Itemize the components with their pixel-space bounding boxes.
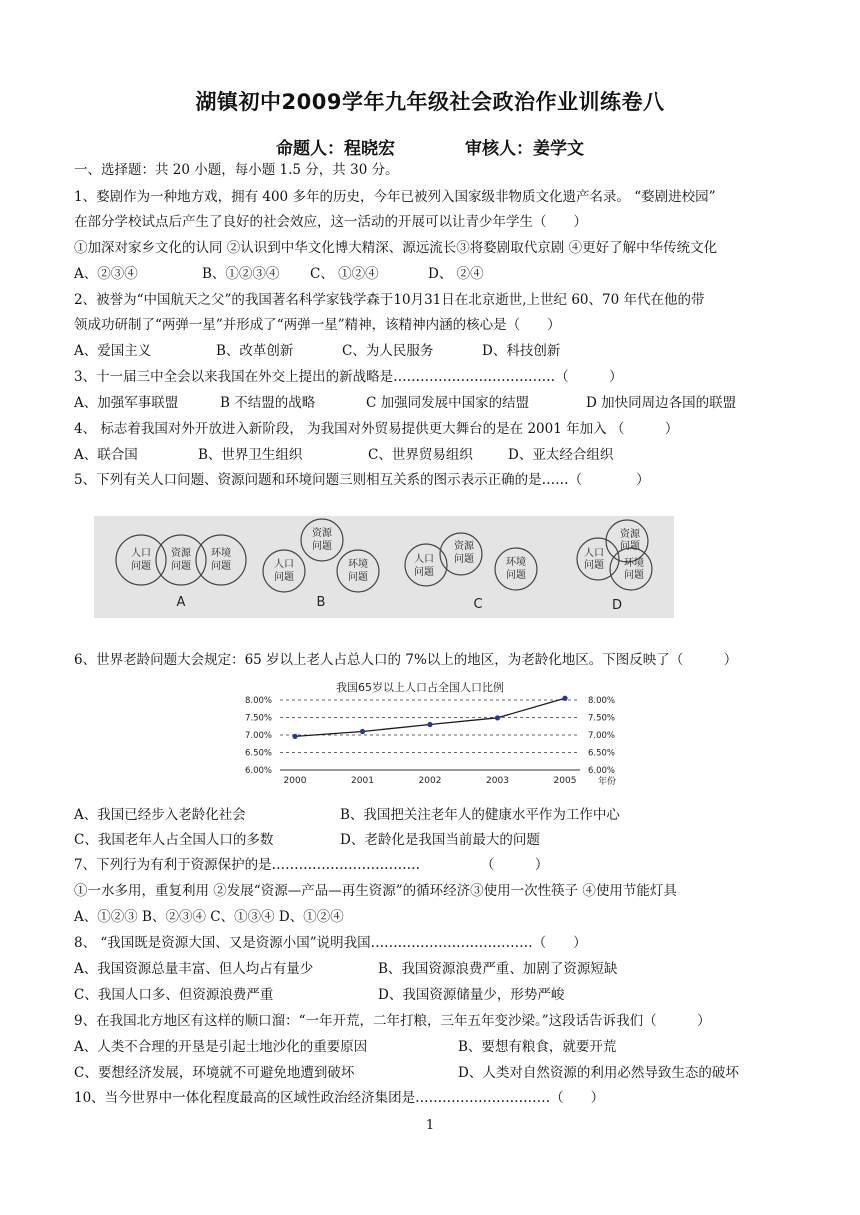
q2-option-b[interactable]: B、改革创新 — [216, 343, 294, 359]
q3-option-d[interactable]: D 加快同周边各国的联盟 — [586, 395, 737, 411]
panel-c-environment-label-2: 问题 — [506, 570, 526, 581]
venn-diagram-panel — [94, 516, 674, 618]
q7-stem: 7、下列行为有利于资源保护的是…………………………… （ ） — [74, 857, 549, 873]
panel-a-resource-label-2: 问题 — [171, 561, 191, 572]
q9-option-b[interactable]: B、要想有粮食，就要开荒 — [458, 1039, 617, 1055]
q9-options-row-1 — [74, 1037, 616, 1057]
panel-b-resource-label-2: 问题 — [312, 541, 332, 552]
q9-stem: 9、在我国北方地区有这样的顺口溜：“一年开荒，二年打粮，三年五年变沙梁。”这段话告诉我们（ ） — [74, 1013, 711, 1029]
y-tick-label-right: 7.00% — [588, 731, 616, 741]
data-point — [427, 722, 432, 727]
panel-b-environment-label-1: 环境 — [348, 559, 368, 570]
y-tick-label: 8.00% — [244, 696, 272, 706]
q6-option-b[interactable]: B、我国把关注老年人的健康水平作为工作中心 — [340, 807, 620, 823]
q8-option-a[interactable]: A、我国资源总量丰富、但人均占有量少 — [74, 961, 314, 977]
panel-b-population-circle — [263, 550, 305, 592]
q6-options-row-2 — [74, 830, 540, 850]
x-tick-label: 2005 — [553, 776, 577, 786]
q1-option-a[interactable]: A、②③④ — [74, 266, 138, 282]
q1-option-d[interactable]: D、 ②④ — [428, 266, 484, 282]
q2-stem-1: 2、被誉为“中国航天之父”的我国著名科学家钱学森于10月31日在北京逝世,上世纪 60、70 年代在他的带 — [74, 292, 705, 308]
panel-d-environment-label-1: 环境 — [624, 558, 644, 569]
panel-a-label: A — [176, 595, 186, 610]
q7-items: ①一水多用，重复利用 ②发展“资源—产品—再生资源”的循环经济③使用一次性筷子 ④使用节能灯具 — [74, 883, 677, 899]
q1-option-c[interactable]: C、 ①②④ — [310, 266, 379, 282]
y-tick-label: 6.00% — [244, 766, 272, 776]
q10-stem: 10、当今世界中一体化程度最高的区域性政治经济集团是…………………………（ ） — [74, 1090, 605, 1106]
q3-stem: 3、十一届三中全会以来我国在外交上提出的新战略是………………………………（ ） — [74, 369, 623, 385]
q6-stem: 6、世界老龄问题大会规定：65 岁以上老人占总人口的 7%以上的地区，为老龄化地区。下图反映了（ ） — [74, 652, 738, 668]
document-title: 湖镇初中2009学年九年级社会政治作业训练卷八 — [195, 90, 665, 114]
author-line — [0, 134, 860, 159]
panel-d-label: D — [611, 598, 623, 613]
y-tick-label-right: 6.00% — [588, 766, 616, 776]
chart-title: 我国65岁以上人口占全国人口比例 — [336, 681, 504, 694]
panel-a-population-label-2: 问题 — [131, 561, 151, 572]
q8-options-row-1 — [74, 959, 617, 979]
panel-c-environment-circle — [495, 548, 537, 590]
y-tick-label: 6.50% — [244, 748, 272, 759]
y-tick-label: 7.50% — [244, 713, 272, 724]
panel-c-resource-label-1: 资源 — [454, 541, 474, 552]
q4-option-b[interactable]: B、世界卫生组织 — [198, 447, 303, 463]
q7-options[interactable]: A、①②③ B、②③④ C、①③④ D、①②④ — [74, 909, 344, 925]
panel-b-environment-circle — [337, 550, 379, 592]
panel-a-environment-label-1: 环境 — [211, 548, 231, 559]
q4-option-d[interactable]: D、亚太经合组织 — [508, 447, 614, 463]
q6-option-a[interactable]: A、我国已经步入老龄化社会 — [74, 807, 246, 823]
panel-b-label: B — [316, 595, 326, 610]
page-number: 1 — [425, 1118, 435, 1133]
x-tick-label: 2003 — [486, 776, 509, 786]
q4-stem: 4、 标志着我国对外开放进入新阶段， 为我国对外贸易提供更大舞台的是在 2001 年加入 （ ） — [74, 421, 679, 437]
panel-d-resource-label-2: 问题 — [620, 541, 640, 552]
q1-stem-2: 在部分学校试点后产生了良好的社会效应，这一活动的开展可以让青少年学生（ ） — [74, 214, 587, 230]
panel-d-population-label-2: 问题 — [584, 560, 604, 571]
x-tick-label: 2002 — [418, 776, 442, 786]
q6-options-row-1 — [74, 805, 620, 825]
panel-c-resource-label-2: 问题 — [454, 554, 474, 565]
q1-option-b[interactable]: B、①②③④ — [202, 266, 280, 282]
y-tick-label-right: 6.50% — [588, 748, 616, 759]
panel-b-resource-circle — [301, 519, 343, 561]
data-point — [562, 696, 567, 701]
q2-option-a[interactable]: A、爱国主义 — [74, 343, 152, 359]
author-label: 命题人：程晓宏 — [276, 139, 395, 159]
q2-option-d[interactable]: D、科技创新 — [482, 343, 561, 359]
q2-option-c[interactable]: C、为人民服务 — [342, 343, 434, 359]
q2-options — [74, 341, 560, 361]
panel-a-environment-circle — [196, 535, 246, 585]
panel-b-resource-label-1: 资源 — [312, 528, 332, 539]
panel-d-environment-label-2: 问题 — [624, 570, 644, 581]
panel-d-resource-label-1: 资源 — [620, 529, 640, 540]
panel-b-environment-label-2: 问题 — [348, 572, 368, 583]
x-axis-label: 年份 — [598, 777, 617, 787]
q2-stem-2: 领成功研制了“两弹一星”并形成了“两弹一星”精神，该精神内涵的核心是（ ） — [74, 317, 561, 333]
panel-a-environment-label-2: 问题 — [211, 561, 231, 572]
q3-options — [74, 393, 736, 413]
x-tick-label: 2001 — [351, 776, 374, 786]
q4-option-a[interactable]: A、联合国 — [74, 447, 138, 463]
panel-a-population-label-1: 人口 — [131, 548, 151, 559]
q6-option-c[interactable]: C、我国老年人占全国人口的多数 — [74, 832, 274, 848]
y-tick-label: 7.00% — [244, 731, 272, 741]
panel-a-resource-label-1: 资源 — [171, 548, 191, 559]
panel-a-resource-circle — [156, 535, 206, 585]
q5-stem: 5、下列有关人口问题、资源问题和环境问题三则相互关系的图示表示正确的是……（ ） — [74, 472, 650, 488]
x-tick-label: 2000 — [283, 776, 307, 786]
q9-option-a[interactable]: A、人类不合理的开垦是引起土地沙化的重要原因 — [74, 1039, 368, 1055]
q3-option-a[interactable]: A、加强军事联盟 — [74, 395, 179, 411]
q4-option-c[interactable]: C、世界贸易组织 — [368, 447, 473, 463]
q3-option-b[interactable]: B 不结盟的战略 — [220, 395, 316, 411]
q9-options-row-2 — [74, 1063, 739, 1083]
line-chart-svg — [210, 680, 630, 788]
data-point — [495, 715, 500, 720]
panel-d-population-label-1: 人口 — [584, 548, 604, 559]
panel-a-population-circle — [116, 535, 166, 585]
panel-c-label: C — [473, 597, 483, 612]
q1-stem-1: 1、婺剧作为一种地方戏，拥有 400 多年的历史，今年已被列入国家级非物质文化遗产名录。 “婺剧进校园” — [74, 189, 716, 205]
q1-options — [74, 264, 484, 284]
y-tick-label-right: 8.00% — [588, 696, 616, 706]
q9-option-d[interactable]: D、人类对自然资源的利用必然导致生态的破坏 — [458, 1065, 739, 1081]
reviewer-label: 审核人：姜学文 — [465, 139, 584, 159]
data-point — [360, 729, 365, 734]
q1-items: ①加深对家乡文化的认同 ②认识到中华文化博大精深、源远流长③将婺剧取代京剧 ④更好了解中华传统文化 — [74, 240, 718, 256]
q3-option-c[interactable]: C 加强同发展中国家的结盟 — [366, 395, 530, 411]
q8-option-b[interactable]: B、我国资源浪费严重、加剧了资源短缺 — [378, 961, 618, 977]
q8-option-d[interactable]: D、我国资源储量少，形势严峻 — [378, 987, 565, 1003]
q8-options-row-2 — [74, 985, 564, 1005]
aging-line-chart — [210, 680, 630, 788]
panel-b-population-label-1: 人口 — [274, 559, 294, 570]
q6-option-d[interactable]: D、老龄化是我国当前最大的问题 — [340, 832, 540, 848]
q9-option-c[interactable]: C、要想经济发展，环境就不可避免地遭到破坏 — [74, 1065, 355, 1081]
panel-c-environment-label-1: 环境 — [506, 557, 526, 568]
venn-diagram — [94, 516, 674, 618]
section-heading: 一、选择题：共 20 小题，每小题 1.5 分，共 30 分。 — [74, 162, 399, 178]
q4-options — [74, 445, 613, 465]
q8-stem: 8、 “我国既是资源大国、又是资源小国”说明我国………………………………（ ） — [74, 935, 587, 951]
y-tick-label-right: 7.50% — [588, 713, 616, 724]
panel-c-population-label-2: 问题 — [414, 567, 434, 578]
data-point — [292, 734, 297, 739]
q8-option-c[interactable]: C、我国人口多、但资源浪费严重 — [74, 987, 274, 1003]
panel-c-population-label-1: 人口 — [414, 554, 434, 565]
panel-b-population-label-2: 问题 — [274, 572, 294, 583]
